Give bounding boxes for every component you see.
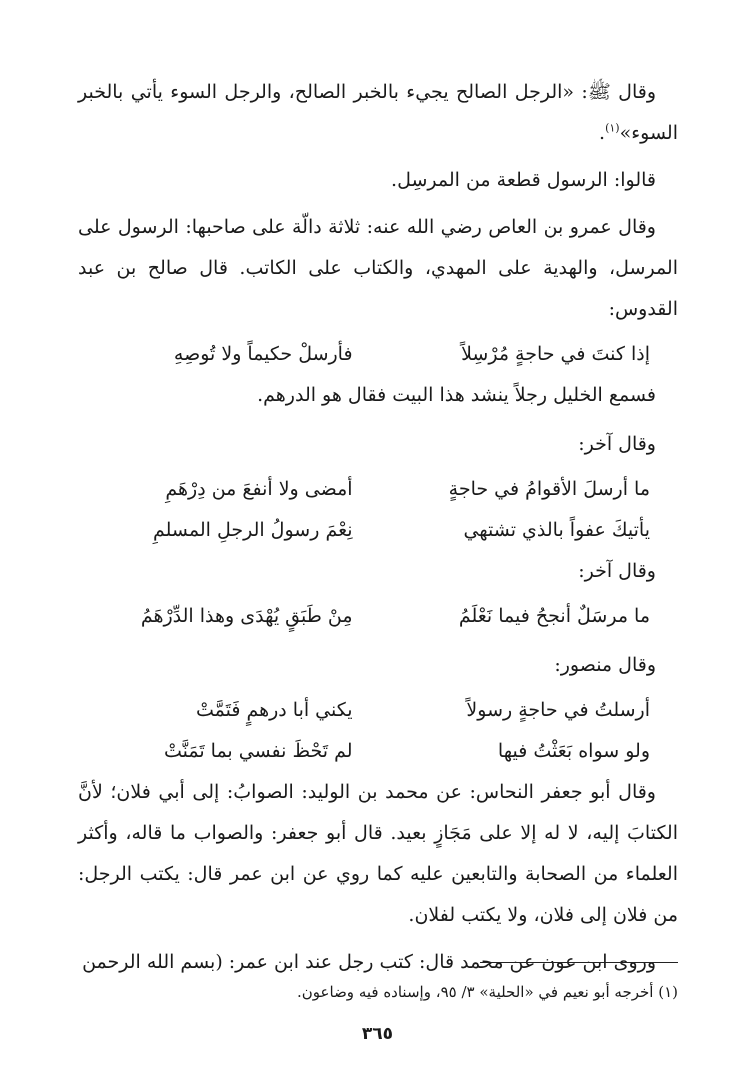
verse-first-hemistich: أرسلتُ في حاجةٍ رسولاً [466,699,650,721]
verse-first-hemistich: ما أرسلَ الأقوامُ في حاجةٍ [448,478,650,500]
verse-first-hemistich: ولو سواه بَعَثْتُ فيها [497,740,650,762]
verse-line [78,469,678,510]
paragraph-hadith-end: . [599,122,606,144]
verse-second-hemistich: نِعْمَ رسولُ الرجلِ المسلمِ [152,519,353,541]
paragraph-ibn-awn: وروى ابن عون عن محمد قال: كتب رجل عند ابن عمر: (بسم الله الرحمن [82,951,656,973]
paragraph-hadith-text: وقال ﷺ: «الرجل الصالح يجيء بالخبر الصالح، والرجل السوء يأتي بالخبر السوء» [78,81,678,144]
verse-second-hemistich: يكني أبا درهمٍ فَتَمَّتْ [195,699,353,721]
verse-second-hemistich: فأرسلْ حكيماً ولا تُوصِهِ [173,343,353,365]
verse-line [78,510,678,551]
footnote-divider [480,962,678,963]
paragraph-hadith [78,72,678,154]
verse-line [78,690,678,731]
paragraph-amr: وقال عمرو بن العاص رضي الله عنه: ثلاثة دالّة على صاحبها: الرسول على المرسل، والهدية على المهدي، والكتاب على الكاتب. قال صالح بن عبد القدوس: [78,216,678,320]
verse-first-hemistich: ما مرسَلٌ أنجحُ فيما نَعْلَمُ [458,605,650,627]
verse-first-hemistich: إذا كنتَ في حاجةٍ مُرْسِلاً [461,343,650,365]
paragraph-nahhas: وقال أبو جعفر النحاس: عن محمد بن الوليد: الصوابُ: إلى أبي فلان؛ لأنَّ الكتابَ إليه، لا له إلا على مَجَازٍ بعيد. قال أبو جعفر: والصواب ما قاله، وأكثر العلماء من الصحابة والتابعين عليه كما روي عن ابن عمر قال: يكتب الرجل: من فلان إلى فلان، ولا يكتب لفلان. [78,781,678,926]
verse-second-hemistich: أمضى ولا أنفعَ من دِرْهَمِ [165,478,353,500]
page-body [78,72,678,983]
label-other-poet: وقال آخر: [578,560,656,582]
verse-second-hemistich: لم تَحْظَ نفسي بما تَمَنَّتْ [163,740,353,762]
verse-line [78,334,678,375]
footnote: (١) أخرجه أبو نعيم في «الحلية» ٣/ ٩٥، وإسناده فيه وضاعون. [297,983,678,1001]
paragraph-messenger: قالوا: الرسول قطعة من المرسِل. [391,169,656,191]
verse-second-hemistich: مِنْ طَبَقٍ يُهْدَى وهذا الدِّرْهَمُ [140,605,353,627]
label-mansur: وقال منصور: [554,654,656,676]
verse-line [78,596,678,637]
page-number: ٣٦٥ [361,1024,394,1044]
footnote-ref[interactable]: (١) [605,121,620,135]
label-other-poet: وقال آخر: [578,433,656,455]
verse-line [78,731,678,772]
paragraph-khalil: فسمع الخليل رجلاً ينشد هذا البيت فقال هو الدرهم. [257,384,656,406]
verse-first-hemistich: يأتيكَ عفواً بالذي تشتهي [463,519,650,541]
